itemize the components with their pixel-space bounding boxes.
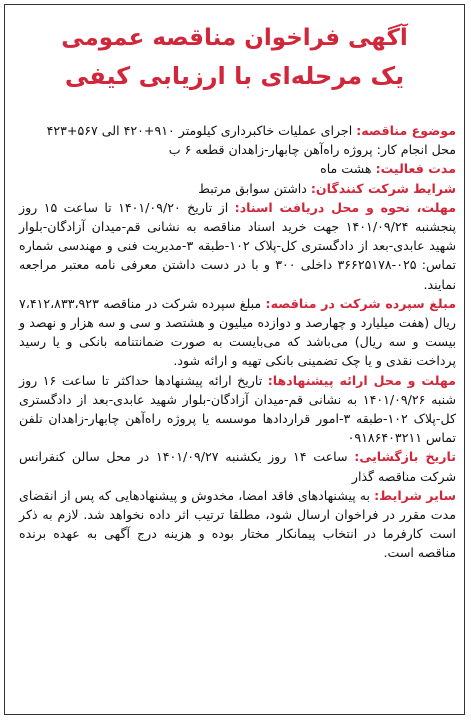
other-conditions-paragraph [19,486,456,563]
subject-label: موضوع مناقصه: [356,123,456,138]
notice-frame [4,4,465,715]
location-row [19,140,456,159]
notice-title: آگهی فراخوان مناقصه عمومی [61,25,408,51]
other-conditions-label: سایر شرایط: [374,487,456,503]
deposit-paragraph [19,294,456,371]
submission-paragraph [19,371,456,448]
notice-subtitle: یک مرحله‌ای با ارزیابی کیفی [64,62,405,90]
duration-text: هشت ماه [320,161,372,177]
documents-text: از تاریخ ۱۴۰۱/۰۹/۲۰ تا ساعت ۱۵ روز پنجشنبه ۱۴۰۱/۰۹/۲۴ جهت خرید اسناد مناقصه به نشانی قم-میدان آزادگان-بلوار شهید عابدی-بعد از دادگستری کل-پلاک ۱۰۲-طبقه ۳-مدیریت فنی و مهندسی شماره تماس: ۰۲۵-۳۶۶۲۵۱۷۸ داخلی ۳۰۰ و با در دست داشتن معرفی نامه معتبر مراجعه نمایند. [19,199,456,292]
submission-label: مهلت و محل ارائه پیشنهادها: [267,372,456,388]
subject-text: اجرای عملیات خاکبرداری کیلومتر ۹۱۰+۴۲۰ الی ۵۶۷+۴۲۳ [46,123,353,138]
other-conditions-text: به پیشنهادهای فاقد امضا، مخدوش و پیشنهادهایی که پس از انقضای مدت مقرر در فراخوان ارسال شود، مطلقا ترتیب اثر داده نخواهد شد. لازم به ذکر است کارفرما در انتخاب پیمانکار مختار بوده و هزینه درج آگهی به عهده برنده مناقصه است. [19,487,456,561]
submission-text: تاریخ ارائه پیشنهادها حداکثر تا ساعت ۱۶ روز شنبه ۱۴۰۱/۰۹/۲۶ به نشانی قم-میدان آزادگان-بلوار شهید عابدی-بعد از دادگستری کل-پلاک ۱۰۲-طبقه ۳-امور قراردادها موسسه یا پروژه راه‌آهن چابهار-زاهدان تلفن تماس ۰۹۱۸۶۴۰۳۲۱۱ [19,372,456,446]
conditions-label: شرایط شرکت کنندگان: [310,180,456,196]
opening-paragraph [19,447,456,485]
duration-label: مدت فعالیت: [375,161,456,177]
deposit-label: مبلغ سپرده شرکت در مناقصه: [265,295,456,311]
documents-label: مهلت، نحوه و محل دریافت اسناد: [234,199,456,215]
location-text: پروژه راه‌آهن چابهار-زاهدان قطعه ۶ ب [168,142,373,158]
conditions-row [19,179,456,198]
opening-text: ساعت ۱۴ روز یکشنبه ۱۴۰۱/۰۹/۲۷ در محل سالن کنفرانس شرکت مناقصه گذار [19,449,456,484]
deposit-text: مبلغ سپرده شرکت در مناقصه ۷،۴۱۲،۸۳۳،۹۲۳ ریال (هفت میلیارد و چهارصد و دوازده میلیون و هشتصد و سی و سه هزار و نهصد و بیست و سه ریال) می‌باشد که می‌بایست به صورت ضمانتنامه بانکی و یا رسید پرداخت نقدی و یا چک تضمینی بانکی تهیه و ارائه شود. [19,295,456,369]
opening-label: تاریخ بازگشایی: [354,449,456,465]
duration-row [19,159,456,178]
subject-row [19,121,456,140]
conditions-text: داشتن سوابق مرتبط [198,180,307,196]
notice-body [19,121,456,563]
documents-paragraph [19,198,456,294]
location-label: محل انجام کار: [376,142,456,158]
